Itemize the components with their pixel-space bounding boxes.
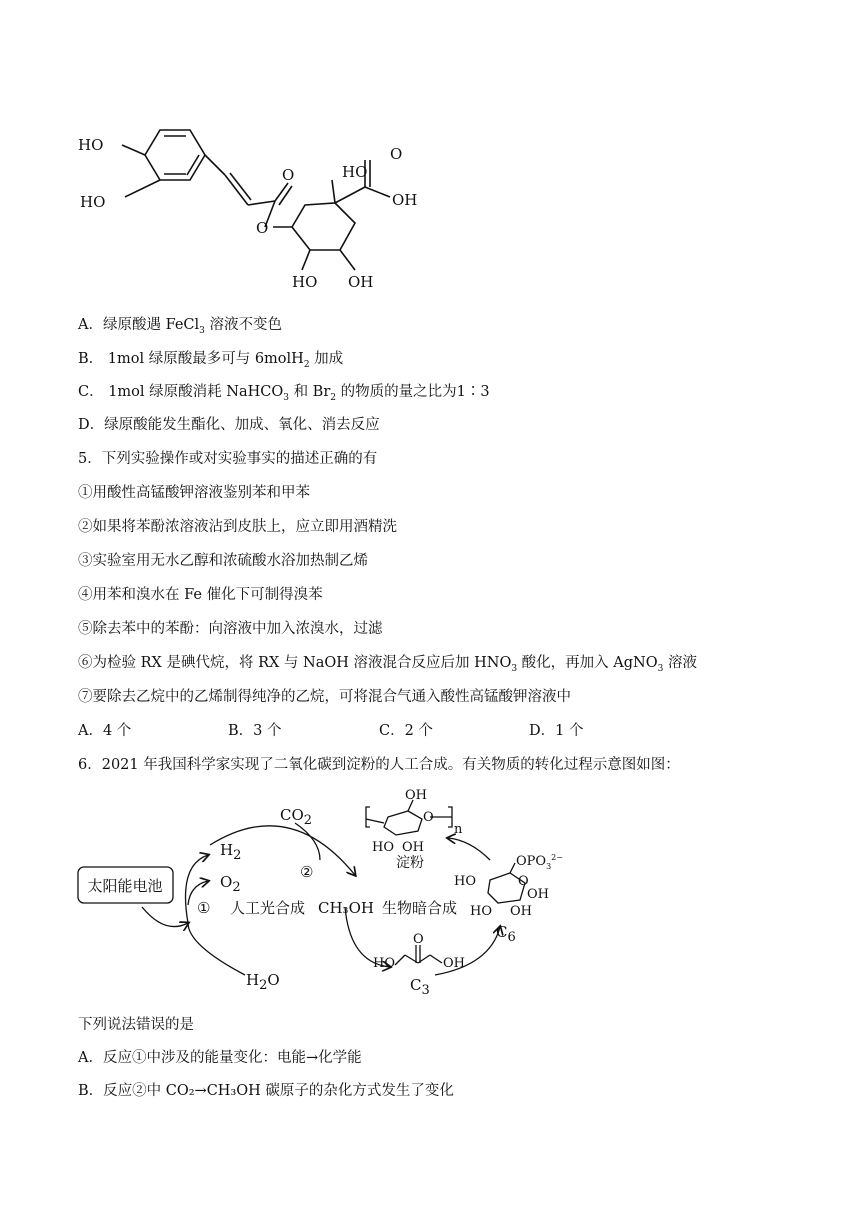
- q5-item: ⑥为检验 RX 是碘代烷，将 RX 与 NaOH 溶液混合反应后加 $HNO_3$ 酸化，再加入 AgNO$_3$ 溶液: [78, 655, 697, 674]
- o-label: O: [282, 166, 295, 184]
- oh-label: OH: [348, 273, 374, 291]
- q5-item: ②如果将苯酚浓溶液沾到皮肤上，应立即用酒精洗: [78, 519, 397, 535]
- solar-cell-label: 太阳能电池: [87, 877, 163, 895]
- n-label: n: [454, 822, 463, 837]
- co2-label: CO2: [280, 806, 313, 828]
- q5-item: ⑦要除去乙烷中的乙烯制得纯净的乙烷，可将混合气通入酸性高锰酸钾溶液中: [78, 689, 571, 705]
- choice-a: A．4 个: [78, 723, 132, 739]
- chlorogenic-acid-structure: [70, 115, 470, 300]
- q5-item: ⑤除去苯中的苯酚：向溶液中加入浓溴水，过滤: [78, 621, 383, 637]
- ho-label: HO: [80, 193, 106, 211]
- svg-text:OH: OH: [405, 788, 427, 803]
- choice-d: D．1 个: [529, 723, 584, 739]
- svg-text:HO: HO: [454, 874, 476, 889]
- svg-text:OH: OH: [402, 840, 424, 855]
- svg-text:O: O: [423, 810, 434, 825]
- svg-text:OH: OH: [510, 904, 532, 919]
- starch-synthesis-diagram: [70, 785, 590, 1000]
- q5-item: ③实验室用无水乙醇和浓硫酸水浴加热制乙烯: [78, 553, 368, 569]
- artificial-photosynthesis-label: 人工光合成: [230, 899, 306, 917]
- q6-option-b: B．反应②中 CO₂→CH₃OH 碳原子的杂化方式发生了变化: [78, 1083, 454, 1099]
- svg-text:O: O: [518, 874, 529, 889]
- option-c: C． 1mol 绿原酸消耗 NaHCO$_3$ 和 $Br_2$ 的物质的量之比为1∶3: [78, 384, 490, 403]
- c6-label: C6: [496, 923, 516, 945]
- o-label: O: [390, 145, 403, 163]
- step-1: ①: [197, 899, 211, 917]
- svg-text:O: O: [413, 932, 424, 947]
- q5-item: ④用苯和溴水在 Fe 催化下可制得溴苯: [78, 587, 323, 603]
- option-b: B． 1mol 绿原酸最多可与 6molH$_2$ 加成: [78, 351, 344, 370]
- step-2: ②: [300, 863, 314, 881]
- h2-label: H2: [220, 841, 242, 863]
- ho-label: HO: [78, 136, 104, 154]
- ho-label: HO: [342, 163, 368, 181]
- starch-label: 淀粉: [396, 855, 424, 871]
- svg-text:OH: OH: [527, 887, 549, 902]
- question-6-prompt: 下列说法错误的是: [78, 1017, 194, 1033]
- opo3-label: $OPO_3^{2-}$: [516, 853, 563, 871]
- ho-label: HO: [292, 273, 318, 291]
- ch3oh-label: CH₃OH: [318, 899, 374, 917]
- svg-text:HO: HO: [372, 840, 394, 855]
- question-5-stem: 5．下列实验操作或对实验事实的描述正确的有: [78, 451, 378, 467]
- q6-option-a: A．反应①中涉及的能量变化：电能→化学能: [78, 1050, 362, 1066]
- svg-text:HO: HO: [373, 956, 395, 971]
- h2o-label: H2O: [246, 971, 280, 993]
- o-label: O: [256, 219, 269, 237]
- svg-text:OH: OH: [443, 956, 465, 971]
- o2-label: O2: [220, 873, 241, 895]
- question-6-stem: 6．2021 年我国科学家实现了二氧化碳到淀粉的人工合成。有关物质的转化过程示意图如图：: [78, 757, 680, 773]
- option-d: D．绿原酸能发生酯化、加成、氧化、消去反应: [78, 417, 380, 433]
- bio-synthesis-label: 生物暗合成: [382, 899, 458, 917]
- oh-label: OH: [392, 191, 418, 209]
- svg-text:HO: HO: [470, 904, 492, 919]
- c3-label: C3: [410, 976, 430, 998]
- option-a: A．绿原酸遇 FeCl$_3$ 溶液不变色: [78, 317, 283, 336]
- choice-c: C．2 个: [379, 723, 433, 739]
- q5-item: ①用酸性高锰酸钾溶液鉴别苯和甲苯: [78, 485, 310, 501]
- choice-b: B．3 个: [228, 723, 282, 739]
